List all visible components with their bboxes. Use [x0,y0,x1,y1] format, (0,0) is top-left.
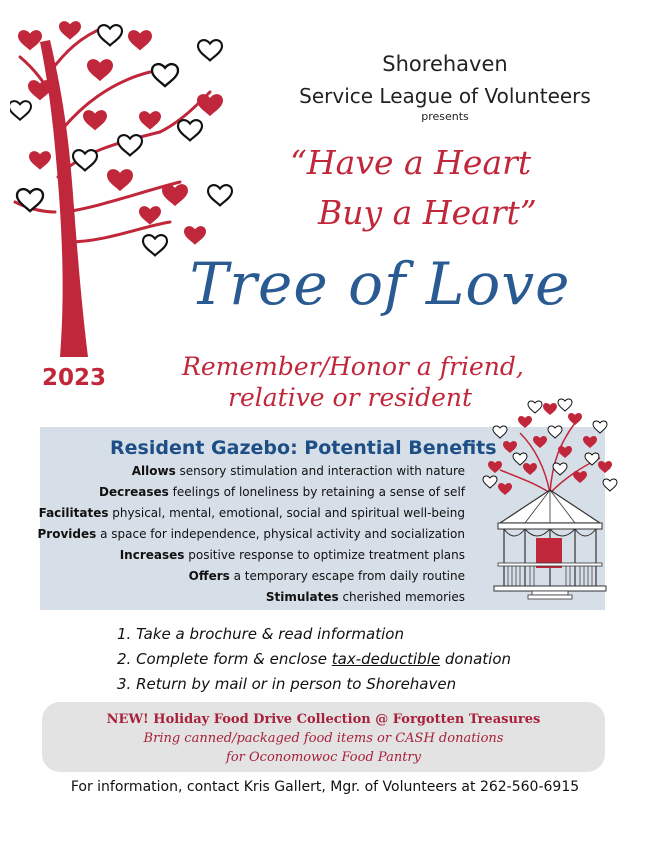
benefit-item [132,464,465,478]
benefit-keyword: Stimulates [265,590,339,604]
benefit-item [120,548,465,562]
benefit-keyword: Provides [37,527,97,541]
benefit-keyword: Decreases [99,485,169,499]
remember-line2: relative or resident [228,383,473,412]
benefit-item [39,506,465,520]
step-1: 1. Take a brochure & read information [117,625,404,643]
gazebo-illustration [480,398,620,608]
remember-line1: Remember/Honor a friend, [182,352,524,381]
benefit-text: sensory stimulation and interaction with nature [175,464,465,478]
food-drive-line2: Bring canned/packaged food items or CASH donations [143,731,504,746]
benefit-text: a temporary escape from daily routine [229,569,465,583]
benefit-item [266,590,465,604]
benefit-text: positive response to optimize treatment plans [184,548,465,562]
benefit-item [38,527,465,541]
org-name-line1: Shorehaven [382,52,508,76]
contact-info: For information, contact Kris Gallert, Mgr. of Volunteers at 262-560-6915 [70,779,580,795]
benefit-text: feelings of loneliness by retaining a sense of self [168,485,465,499]
org-name-line2: Service League of Volunteers [299,84,591,108]
food-drive-line3: for Oconomowoc Food Pantry [226,750,421,765]
step-3: 3. Return by mail or in person to Shorehaven [117,675,457,693]
benefit-keyword: Allows [131,464,176,478]
page-title: Tree of Love [189,250,571,318]
step-2-before: 2. Complete form & enclose [117,650,332,668]
year-label: 2023 [42,365,107,391]
food-drive-title: NEW! Holiday Food Drive Collection @ Forgotten Treasures [106,712,541,727]
benefits-heading: Resident Gazebo: Potential Benefits [110,437,497,459]
presents-label: presents [421,110,469,123]
slogan-line1: “Have a Heart [290,143,532,182]
slogan-line2: Buy a Heart” [318,193,537,232]
step-2 [117,650,511,668]
benefit-keyword: Facilitates [38,506,109,520]
benefit-text: a space for independence, physical activity and socialization [96,527,465,541]
step-2-underlined: tax-deductible [331,650,441,668]
benefit-keyword: Offers [188,569,230,583]
benefit-text: cherished memories [338,590,465,604]
benefit-item [189,569,465,583]
benefit-keyword: Increases [119,548,185,562]
benefit-text: physical, mental, emotional, social and spiritual well-being [108,506,465,520]
benefit-item [99,485,465,499]
step-2-after: donation [440,650,512,668]
